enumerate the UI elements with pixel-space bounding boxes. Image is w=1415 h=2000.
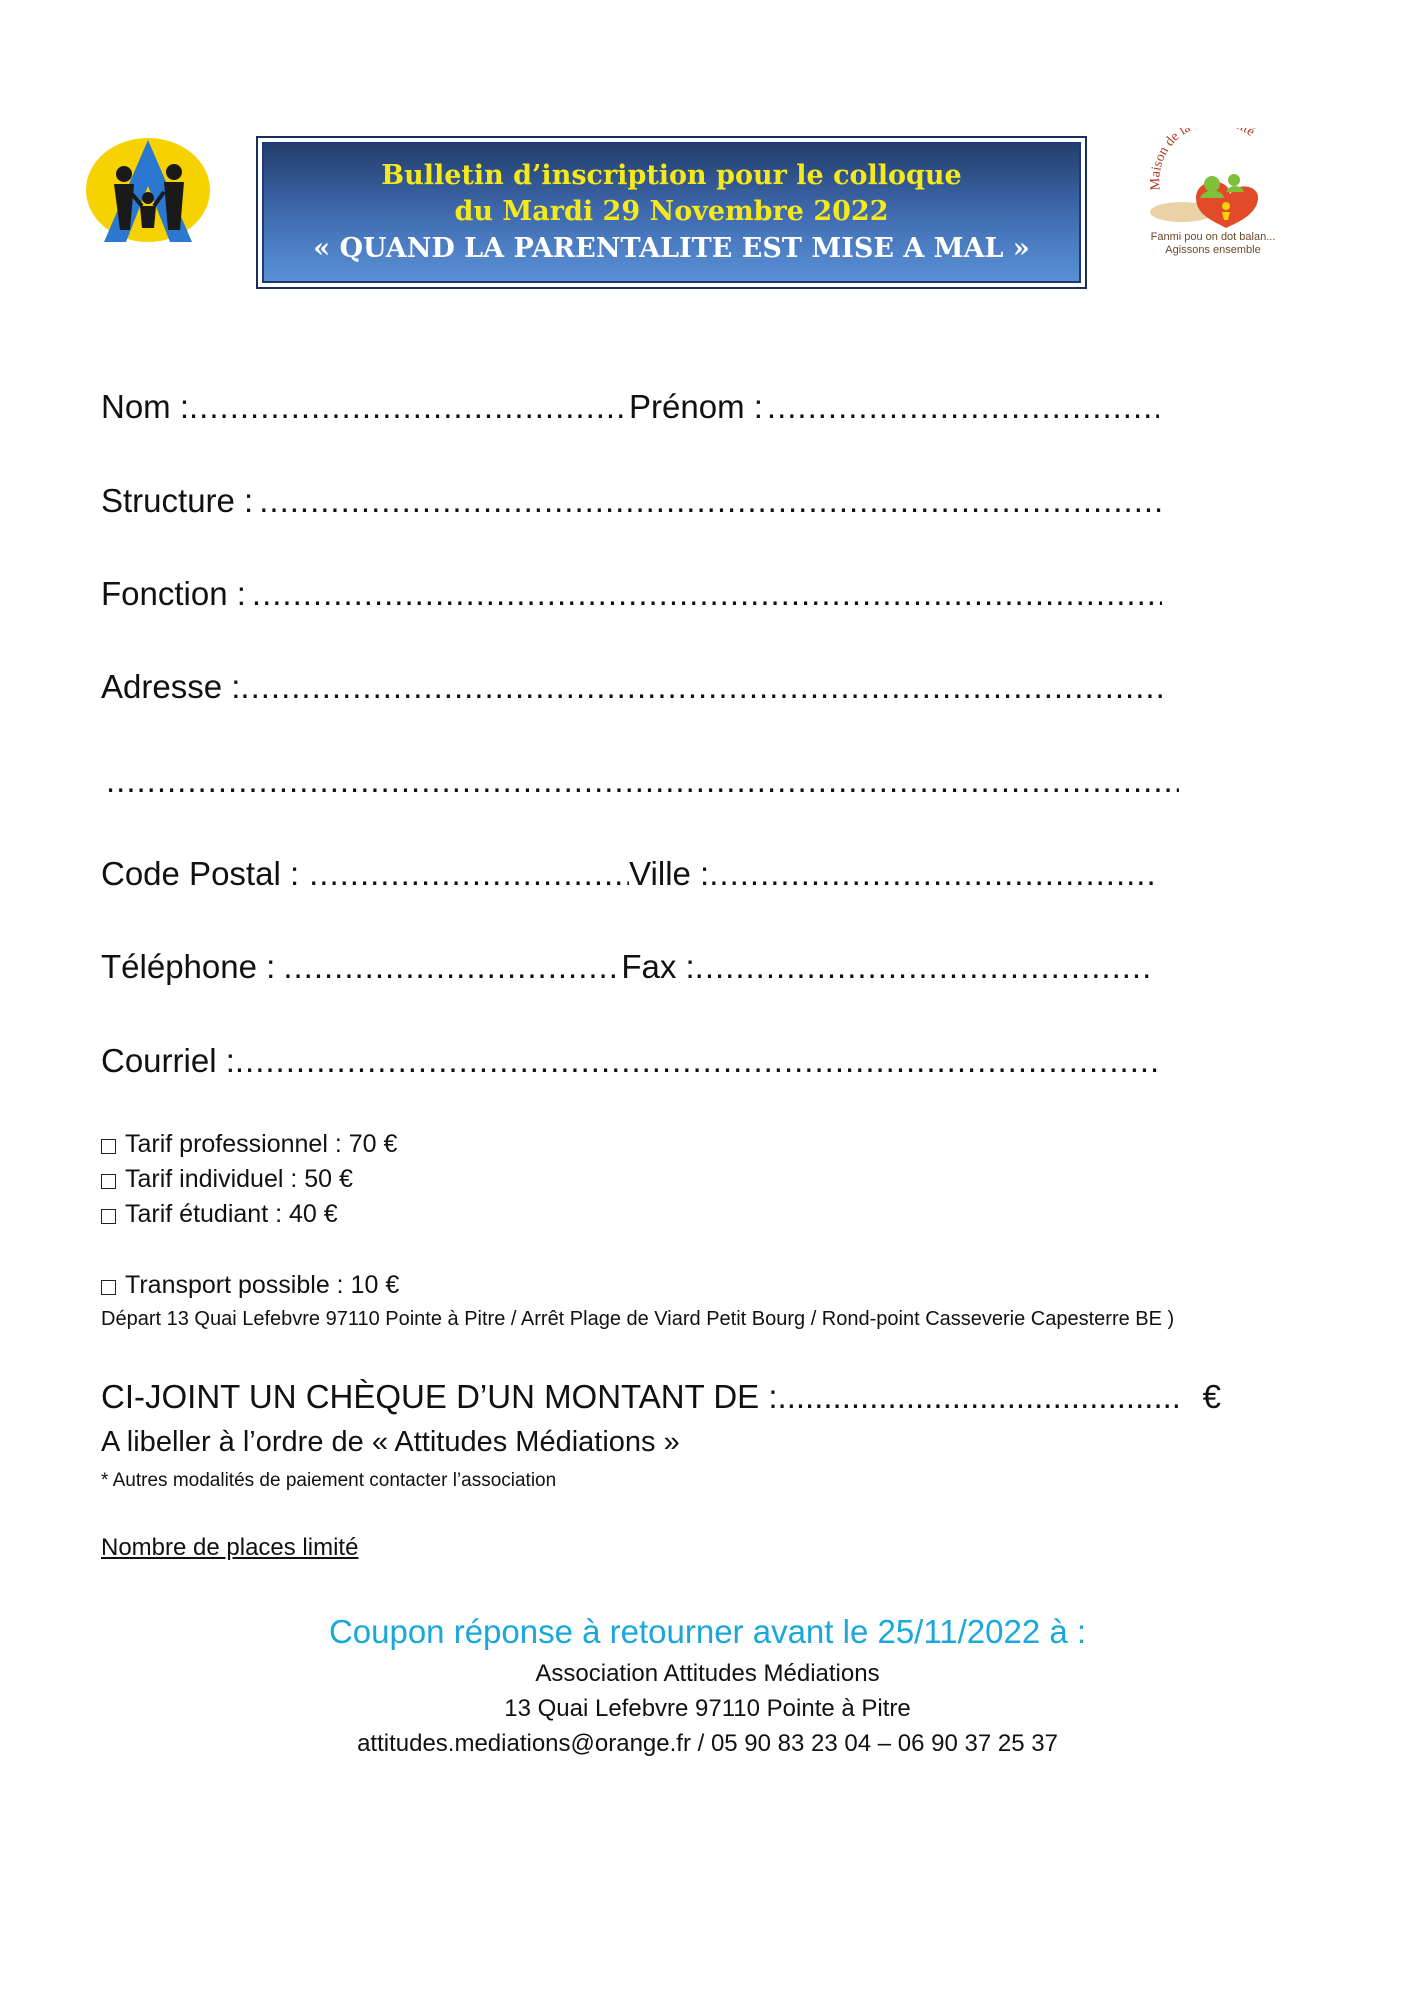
prenom-label: Prénom : [629, 388, 763, 425]
telephone-label: Téléphone : [101, 948, 276, 985]
code-postal-field[interactable] [309, 855, 629, 893]
logo-tagline-1: Fanmi pou on dot balan... [1150, 231, 1276, 243]
banner-line-2: du Mardi 29 Novembre 2022 [454, 196, 889, 227]
prenom-field[interactable] [767, 388, 1159, 426]
adresse-label: Adresse : [101, 668, 241, 705]
fax-label: Fax : [621, 948, 695, 985]
option-label: Transport possible : 10 € [125, 1271, 400, 1299]
coupon-heading: Coupon réponse à retourner avant le 25/11/2022 à : [328, 1613, 1087, 1650]
checkbox[interactable] [101, 1209, 116, 1224]
fax-field[interactable] [695, 948, 1155, 986]
telephone-field[interactable] [283, 948, 621, 986]
courriel-label: Courriel : [101, 1042, 235, 1079]
structure-row [101, 482, 1181, 530]
adresse-row-2 [106, 762, 1186, 810]
fonction-label: Fonction : [101, 575, 246, 612]
checkbox[interactable] [101, 1139, 116, 1154]
adresse-row [101, 668, 1181, 716]
logo-arc-text: Maison de la té [1148, 128, 1258, 191]
structure-label: Structure : [101, 482, 254, 519]
maison-parentalite-logo [1138, 128, 1298, 256]
banner-line-1: Bulletin d’inscription pour le colloque [381, 160, 962, 191]
courriel-row [101, 1042, 1181, 1090]
nom-prenom-row [101, 388, 1181, 436]
attitudes-mediations-logo [84, 134, 212, 244]
nom-label: Nom : [101, 388, 190, 425]
ville-label: Ville : [629, 855, 710, 892]
adresse-field[interactable] [240, 668, 1168, 706]
cheque-label: CI-JOINT UN CHÈQUE D’UN MONTANT DE : [101, 1378, 778, 1415]
code-postal-ville-row [101, 855, 1181, 903]
checkbox[interactable] [101, 1174, 116, 1189]
option-label: Tarif étudiant : 40 € [125, 1200, 338, 1228]
limited-places: Nombre de places limité [101, 1534, 359, 1561]
footer-contact: attitudes.mediations@orange.fr / 05 90 83 23 04 – 06 90 37 25 37 [357, 1730, 1058, 1757]
banner-line-3: « QUAND LA PARENTALITE EST MISE A MAL » [313, 233, 1030, 264]
option-label: Tarif professionnel : 70 € [125, 1130, 398, 1158]
title-banner [256, 136, 1087, 289]
footer-address: 13 Quai Lefebvre 97110 Pointe à Pitre [504, 1695, 911, 1722]
logo-tagline-2: Agissons ensemble [1165, 244, 1261, 256]
option-tarif-individuel[interactable] [101, 1165, 353, 1194]
currency-symbol: € [1202, 1378, 1221, 1415]
cheque-amount-field[interactable] [778, 1378, 1179, 1416]
adresse-field-2[interactable] [106, 762, 1179, 800]
ville-field[interactable] [709, 855, 1159, 893]
courriel-field[interactable] [235, 1042, 1163, 1080]
option-label: Tarif individuel : 50 € [125, 1165, 353, 1193]
transport-details: Départ 13 Quai Lefebvre 97110 Pointe à Pitre / Arrêt Plage de Viard Petit Bourg / Rond-point Casseverie Capesterre BE ) [101, 1308, 1175, 1330]
telephone-fax-row [101, 948, 1181, 996]
fonction-row [101, 575, 1181, 623]
footer-org: Association Attitudes Médiations [535, 1660, 880, 1687]
cheque-row [101, 1378, 1221, 1428]
option-tarif-professionnel[interactable] [101, 1130, 397, 1159]
payment-note: * Autres modalités de paiement contacter l’association [101, 1470, 557, 1491]
option-tarif-etudiant[interactable] [101, 1200, 338, 1229]
fonction-field[interactable] [252, 575, 1162, 613]
nom-field[interactable] [189, 388, 629, 426]
title-banner-inner [262, 142, 1081, 283]
structure-field[interactable] [259, 482, 1161, 520]
checkbox[interactable] [101, 1280, 116, 1295]
option-transport[interactable] [101, 1271, 399, 1300]
code-postal-label: Code Postal : [101, 855, 300, 892]
cheque-order: A libeller à l’ordre de « Attitudes Médiations » [101, 1426, 680, 1458]
